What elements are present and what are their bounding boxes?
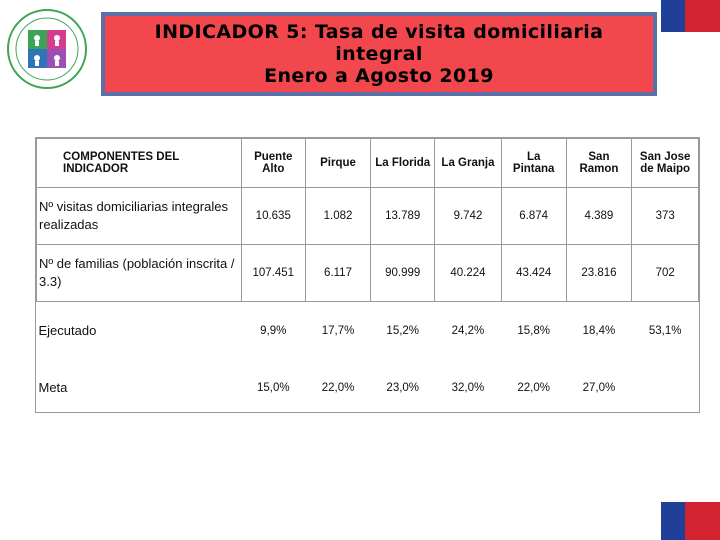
table-cell: 23,0% [386, 382, 420, 394]
header-la-pintana: La Pintana [501, 139, 566, 188]
header-san-jose-de-maipo: San Jose de Maipo [632, 139, 699, 188]
table-cell: 373 [632, 188, 699, 245]
logo-emblem-icon [6, 8, 88, 90]
table-cell: 13.789 [371, 188, 435, 245]
header-san-ramon: San Ramon [566, 139, 632, 188]
table-cell: 15,0% [256, 382, 290, 394]
municipal-health-logo [6, 8, 88, 90]
table-cell: 32,0% [451, 382, 485, 394]
header-components: COMPONENTES DEL INDICADOR [37, 139, 242, 188]
table-cell: 702 [632, 245, 699, 302]
table-row [37, 245, 699, 302]
table-cell: 6.874 [501, 188, 566, 245]
slide-title [101, 12, 657, 96]
table-cell: 9,9% [260, 325, 287, 337]
header-pirque: Pirque [305, 139, 371, 188]
table-cell: 22,0% [321, 382, 355, 394]
table-header-row [37, 139, 699, 188]
table-cell: 1.082 [305, 188, 371, 245]
row-label: Nº visitas domiciliarias integrales realizadas [37, 188, 242, 245]
table-cell: 18,4% [582, 325, 616, 337]
table-row [37, 302, 699, 361]
header-la-florida: La Florida [371, 139, 435, 188]
title-line-1: INDICADOR 5: Tasa de visita domiciliaria [154, 21, 604, 43]
table-cell: 107.451 [241, 245, 305, 302]
table-cell: 90.999 [371, 245, 435, 302]
header-puente-alto: Puente Alto [241, 139, 305, 188]
table-cell: 22,0% [517, 382, 550, 394]
table-cell: 4.389 [566, 188, 632, 245]
table-cell [632, 360, 699, 416]
table-cell: 27,0% [582, 382, 616, 394]
table-row [37, 360, 699, 416]
header-la-granja: La Granja [435, 139, 502, 188]
table-cell: 53,1% [648, 325, 682, 337]
table-cell: 6.117 [305, 245, 371, 302]
row-label: Nº de familias (población inscrita / 3.3) [37, 245, 242, 302]
table-row [37, 188, 699, 245]
flag-stripe-top-icon [661, 0, 720, 32]
table-cell: 17,7% [321, 325, 355, 337]
table-cell: 24,2% [451, 325, 485, 337]
row-label: Meta [38, 380, 68, 395]
table-cell: 43.424 [501, 245, 566, 302]
row-label: Ejecutado [38, 323, 97, 338]
table-cell: 10.635 [241, 188, 305, 245]
table-cell: 15,2% [386, 325, 420, 337]
title-line-2: integral [335, 43, 423, 65]
table-cell: 9.742 [435, 188, 502, 245]
table-cell: 15,8% [517, 325, 550, 337]
title-line-3: Enero a Agosto 2019 [264, 65, 494, 87]
table-cell: 23.816 [566, 245, 632, 302]
table-cell: 40.224 [435, 245, 502, 302]
indicator-table [35, 137, 700, 413]
flag-stripe-bottom-icon [661, 502, 720, 540]
